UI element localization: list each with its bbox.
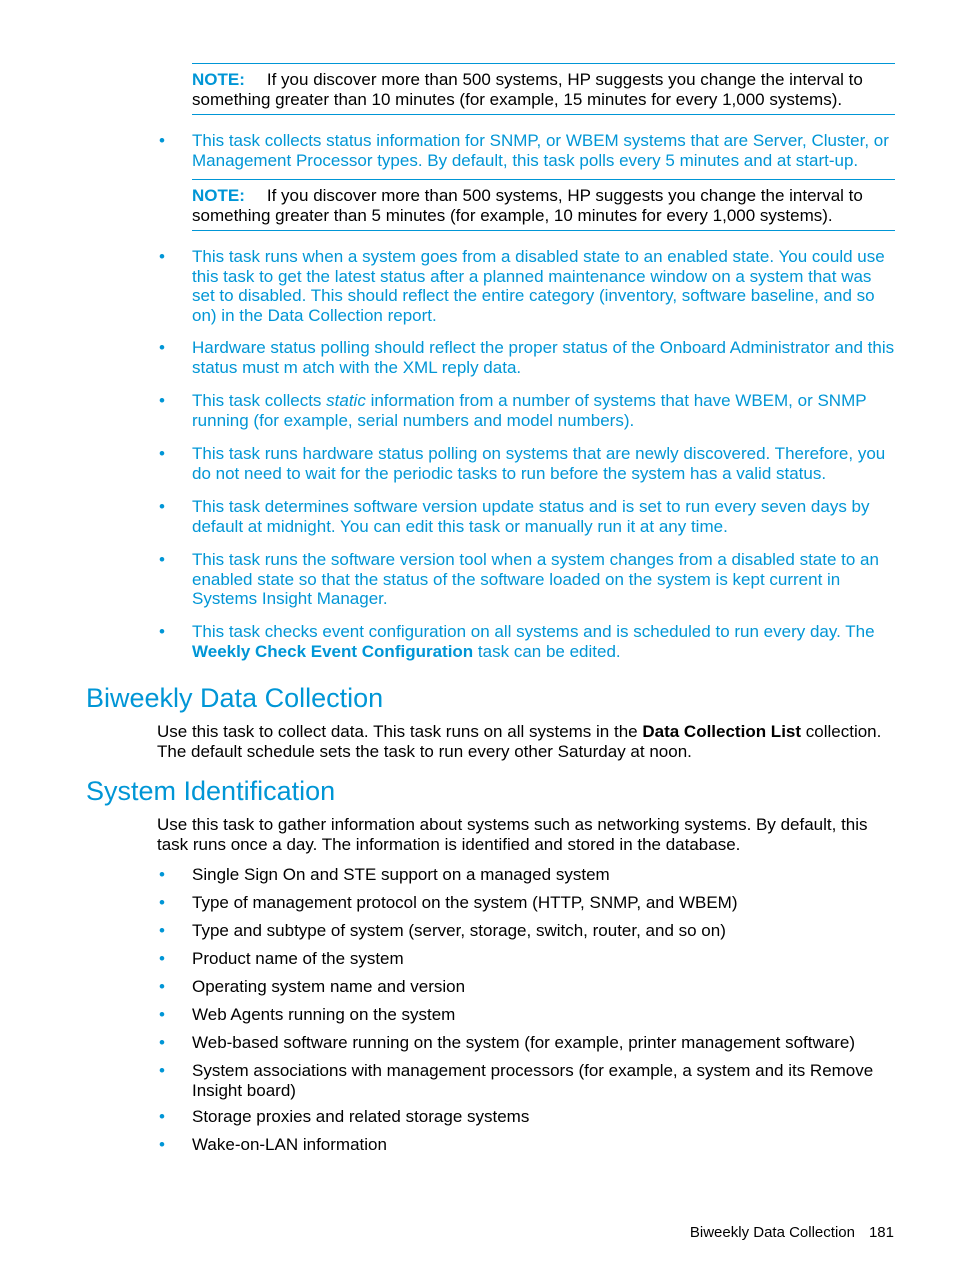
bullet-icon: • xyxy=(159,949,165,968)
list-item-text-after: information from a number of systems that have WBEM, or SNMP running (for example, serial numbers and model numbers). xyxy=(192,391,867,430)
list-item-text: Hardware status polling should reflect the proper status of the Onboard Administrator and this status must m atch with the XML reply data. xyxy=(192,338,895,377)
list-item-text: This task runs when a system goes from a disabled state to an enabled state. You could use this task to get the latest status after a planned maintenance window on a system that was set to disabled. This should reflect the entire category (inventory, software baseline, and so on) in the Data Collection report. xyxy=(192,247,885,325)
note-text: If you discover more than 500 systems, HP suggests you change the interval to something greater than 10 minutes (for example, 15 minutes for every 1,000 systems). xyxy=(192,70,863,109)
page-number: 181 xyxy=(868,1224,894,1241)
bullet-icon: • xyxy=(159,497,165,516)
list-item-text: Type of management protocol on the system (HTTP, SNMP, and WBEM) xyxy=(192,893,738,912)
list-item-text: Web-based software running on the system (for example, printer management software) xyxy=(192,1033,855,1052)
list-item xyxy=(159,949,898,969)
list-item-text: This task collects status information for SNMP, or WBEM systems that are Server, Cluster, or Management Processor types. By default, this task polls every 5 minutes and at start-up. xyxy=(192,131,889,170)
list-item xyxy=(159,893,898,913)
list-item[interactable] xyxy=(159,444,898,483)
note-text: If you discover more than 500 systems, HP suggests you change the interval to something greater than 5 minutes (for example, 10 minutes for every 1,000 systems). xyxy=(192,186,863,225)
bullet-icon: • xyxy=(159,444,165,463)
list-item-text: Wake-on-LAN information xyxy=(192,1135,387,1154)
bullet-icon: • xyxy=(159,921,165,940)
bullet-icon: • xyxy=(159,247,165,266)
list-item xyxy=(159,1061,898,1100)
note-box xyxy=(192,63,895,115)
bullet-icon: • xyxy=(159,893,165,912)
bullet-icon: • xyxy=(159,391,165,410)
page-footer xyxy=(690,1223,894,1243)
list-item xyxy=(159,921,898,941)
bullet-icon: • xyxy=(159,1061,165,1080)
list-item xyxy=(159,1107,898,1127)
bullet-icon: • xyxy=(159,1135,165,1154)
list-item-text: This task runs the software version tool when a system changes from a disabled state to an enabled state so that the status of the software loaded on the system is kept current in Systems Insight Manager. xyxy=(192,550,879,608)
data-collection-list-label: Data Collection List xyxy=(642,722,802,741)
list-item xyxy=(159,977,898,997)
paragraph-text-before: Use this task to collect data. This task runs on all systems in the xyxy=(157,722,643,741)
list-item[interactable] xyxy=(159,550,898,609)
list-item-text: This task determines software version update status and is set to run every seven days by default at midnight. You can edit this task or manually run it at any time. xyxy=(192,497,870,536)
list-item xyxy=(159,1005,898,1025)
list-item-text-before: This task collects xyxy=(192,391,327,410)
bullet-icon: • xyxy=(159,131,165,150)
list-item-text: Storage proxies and related storage systems xyxy=(192,1107,530,1126)
section-paragraph: Use this task to gather information about systems such as networking systems. By default, this task runs once a day. The information is identified and stored in the database. xyxy=(157,815,868,854)
list-item-text: This task runs hardware status polling on systems that are newly discovered. Therefore, you do not need to wait for the periodic tasks to run before the system has a valid status. xyxy=(192,444,886,483)
list-item-text: Type and subtype of system (server, storage, switch, router, and so on) xyxy=(192,921,726,940)
list-item[interactable] xyxy=(159,497,898,536)
section-paragraph xyxy=(157,722,897,761)
list-item-text: Product name of the system xyxy=(192,949,404,968)
section-heading: System Identification xyxy=(86,776,336,806)
list-item-text-after: task can be edited. xyxy=(473,641,621,661)
list-item xyxy=(159,1033,898,1053)
bullet-icon: • xyxy=(159,338,165,357)
list-item-text: System associations with management processors (for example, a system and its Remove Insight board) xyxy=(192,1061,874,1100)
list-item[interactable] xyxy=(159,391,898,430)
bullet-icon: • xyxy=(159,1005,165,1024)
section-heading: Biweekly Data Collection xyxy=(86,683,384,713)
bullet-icon: • xyxy=(159,865,165,884)
list-item-text: Single Sign On and STE support on a managed system xyxy=(192,865,610,884)
list-item-emphasis: static xyxy=(326,391,366,410)
list-item[interactable] xyxy=(159,622,898,661)
bullet-icon: • xyxy=(159,1033,165,1052)
bullet-icon: • xyxy=(159,977,165,996)
list-item[interactable] xyxy=(159,131,898,170)
bullet-icon: • xyxy=(159,1107,165,1126)
list-item[interactable] xyxy=(159,247,898,325)
paragraph-text-after: collection. The default schedule sets the task to run every other Saturday at noon. xyxy=(157,722,882,761)
list-item xyxy=(159,1135,898,1155)
list-item xyxy=(159,865,898,885)
note-label: NOTE: xyxy=(192,186,245,205)
note-box xyxy=(192,179,895,231)
bullet-icon: • xyxy=(159,622,165,641)
list-item-text: Operating system name and version xyxy=(192,977,466,996)
footer-section-title: Biweekly Data Collection xyxy=(689,1224,855,1241)
weekly-check-event-configuration-link[interactable]: Weekly Check Event Configuration xyxy=(192,641,474,661)
note-label: NOTE: xyxy=(192,70,245,89)
list-item[interactable] xyxy=(159,338,898,377)
bullet-icon: • xyxy=(159,550,165,569)
list-item-text-before: This task checks event configuration on all systems and is scheduled to run every day. The xyxy=(192,622,875,641)
list-item-text: Web Agents running on the system xyxy=(192,1005,456,1024)
